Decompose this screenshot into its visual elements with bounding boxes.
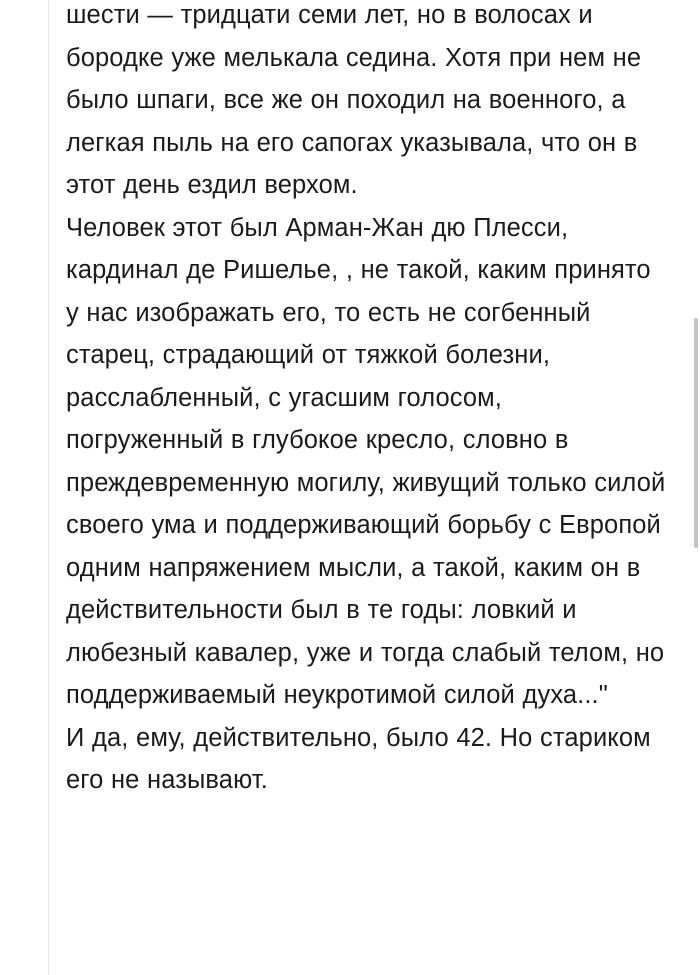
vertical-scrollbar[interactable] bbox=[692, 0, 700, 975]
scrollbar-thumb[interactable] bbox=[694, 318, 698, 548]
page-left-divider bbox=[48, 0, 49, 975]
paragraph-2: Человек этот был Арман-Жан дю Плесси, кардинал де Ришелье, , не такой, каким принято у нас изображать его, то есть не согбенный старец, страдающий от тяжкой болезни, расслабленный, с угасшим голосом, погруженный в глубокое кресло, словно в преждевременную могилу, живущий только силой своего ума и поддерживающий борьбу с Европой одним напряжением мысли, а такой, каким он в действительности был в те годы: ловкий и любезный кавалер, уже и тогда слабый телом, но поддерживаемый неукротимой силой духа..." bbox=[66, 213, 666, 709]
document-text-body bbox=[66, 0, 666, 802]
paragraph-3: И да, ему, действительно, было 42. Но стариком его не называют. bbox=[66, 723, 651, 794]
paragraph-1: шести — тридцати семи лет, но в волосах и бородке уже мелькала седина. Хотя при нем не было шпаги, все же он походил на военного, а легкая пыль на его сапогах указывала, что он в этот день ездил верхом. bbox=[66, 1, 642, 199]
